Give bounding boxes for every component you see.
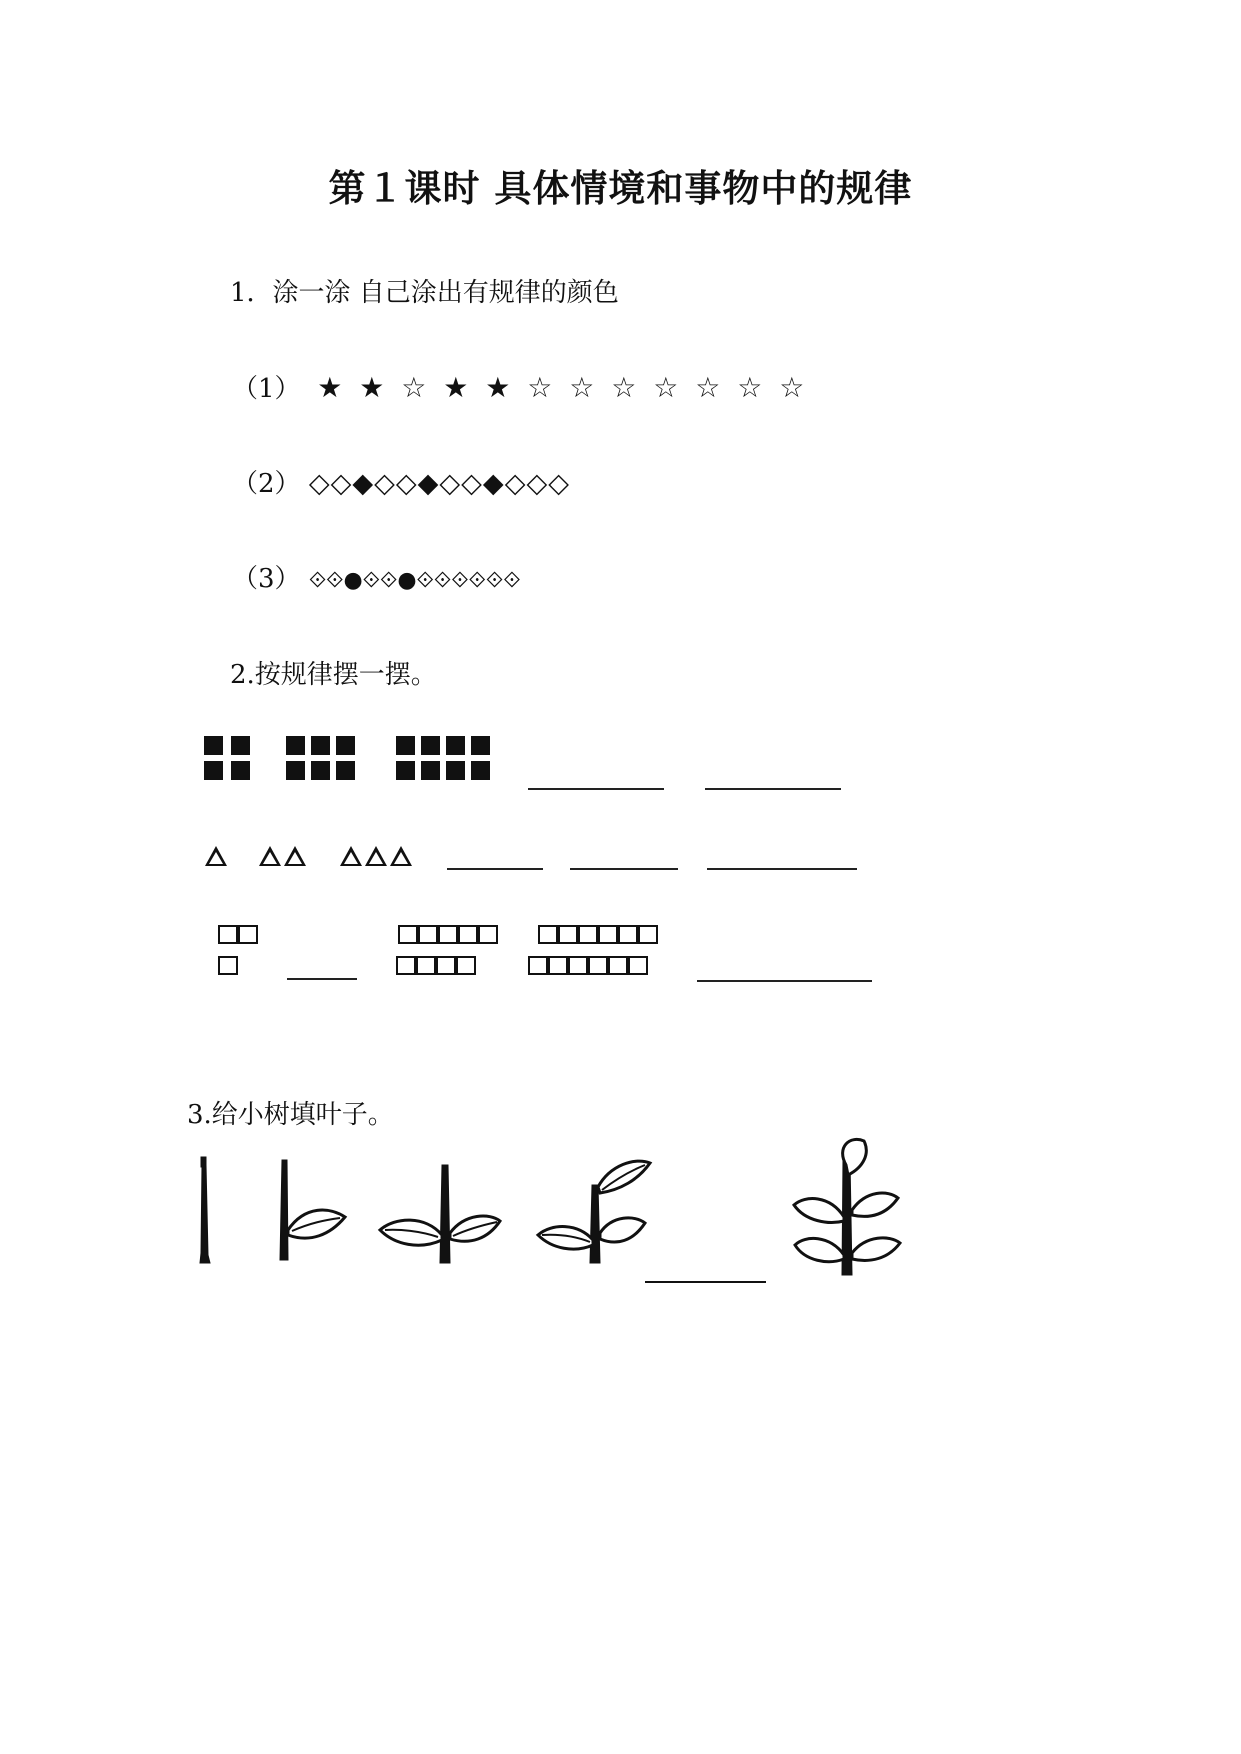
- q1-row-1: [232, 368, 813, 405]
- filled-star-icon[interactable]: ★: [443, 371, 469, 404]
- open-square-group-bottom-1: [218, 956, 238, 975]
- filled-star-icon[interactable]: ★: [485, 371, 511, 404]
- answer-blank[interactable]: [707, 868, 857, 870]
- filled-star-icon[interactable]: ★: [317, 371, 343, 404]
- stem-icon: [200, 1157, 210, 1263]
- empty-star-icon[interactable]: ☆: [527, 371, 553, 404]
- answer-blank[interactable]: [570, 868, 678, 870]
- open-square-group-top-5: [398, 925, 498, 944]
- open-square-group-top-6: [538, 925, 658, 944]
- filled-star-icon[interactable]: ★: [359, 371, 385, 404]
- open-square-group-top-2: [218, 925, 258, 944]
- page-title: 第１课时 具体情境和事物中的规律: [328, 166, 913, 210]
- empty-star-icon[interactable]: ☆: [401, 371, 427, 404]
- three-leaf-plant-icon: [538, 1161, 650, 1263]
- q1-row-2: [232, 463, 570, 500]
- q1-row-2-label: （2）: [232, 469, 301, 499]
- triangle-icon: [340, 846, 362, 866]
- answer-blank[interactable]: [287, 978, 357, 980]
- answer-blank[interactable]: [697, 980, 872, 982]
- empty-star-icon[interactable]: ☆: [653, 371, 679, 404]
- empty-star-icon[interactable]: ☆: [569, 371, 595, 404]
- empty-star-icon[interactable]: ☆: [611, 371, 637, 404]
- square-group-2x4: [396, 736, 490, 780]
- five-leaf-plant-icon: [794, 1139, 900, 1275]
- triangle-icon: [205, 846, 227, 866]
- q1-heading: 1．涂一涂 自己涂出有规律的颜色: [230, 278, 619, 308]
- empty-star-icon[interactable]: ☆: [779, 371, 805, 404]
- q1-row-3-shapes[interactable]: ⟐⟐●⟐⟐●⟐⟐⟐⟐⟐⟐: [308, 568, 521, 593]
- q3-heading: 3.给小树填叶子。: [187, 1100, 394, 1130]
- open-square-group-bottom-4: [396, 956, 476, 975]
- open-square-group-bottom-6: [528, 956, 648, 975]
- q3-plants: [180, 1135, 960, 1295]
- triangle-icon: [390, 846, 412, 866]
- q1-row-3: [232, 558, 521, 595]
- square-group-2x2: [204, 736, 250, 780]
- triangle-icon: [259, 846, 281, 866]
- square-group-2x3: [286, 736, 355, 780]
- answer-blank[interactable]: [447, 868, 543, 870]
- triangle-icon: [365, 846, 387, 866]
- q2-heading: 2.按规律摆一摆。: [230, 660, 437, 690]
- one-leaf-plant-icon: [280, 1160, 345, 1260]
- triangle-icon: [284, 846, 306, 866]
- answer-blank[interactable]: [528, 788, 664, 790]
- q1-row-3-label: （3）: [232, 564, 301, 594]
- empty-star-icon[interactable]: ☆: [695, 371, 721, 404]
- answer-blank[interactable]: [705, 788, 841, 790]
- empty-star-icon[interactable]: ☆: [737, 371, 763, 404]
- q1-row-1-stars: [309, 371, 813, 404]
- two-leaf-plant-icon: [380, 1165, 500, 1263]
- q1-row-1-label: （1）: [232, 374, 301, 404]
- q1-row-2-diamonds[interactable]: ◇◇◆◇◇◆◇◇◆◇◇◇: [308, 468, 570, 499]
